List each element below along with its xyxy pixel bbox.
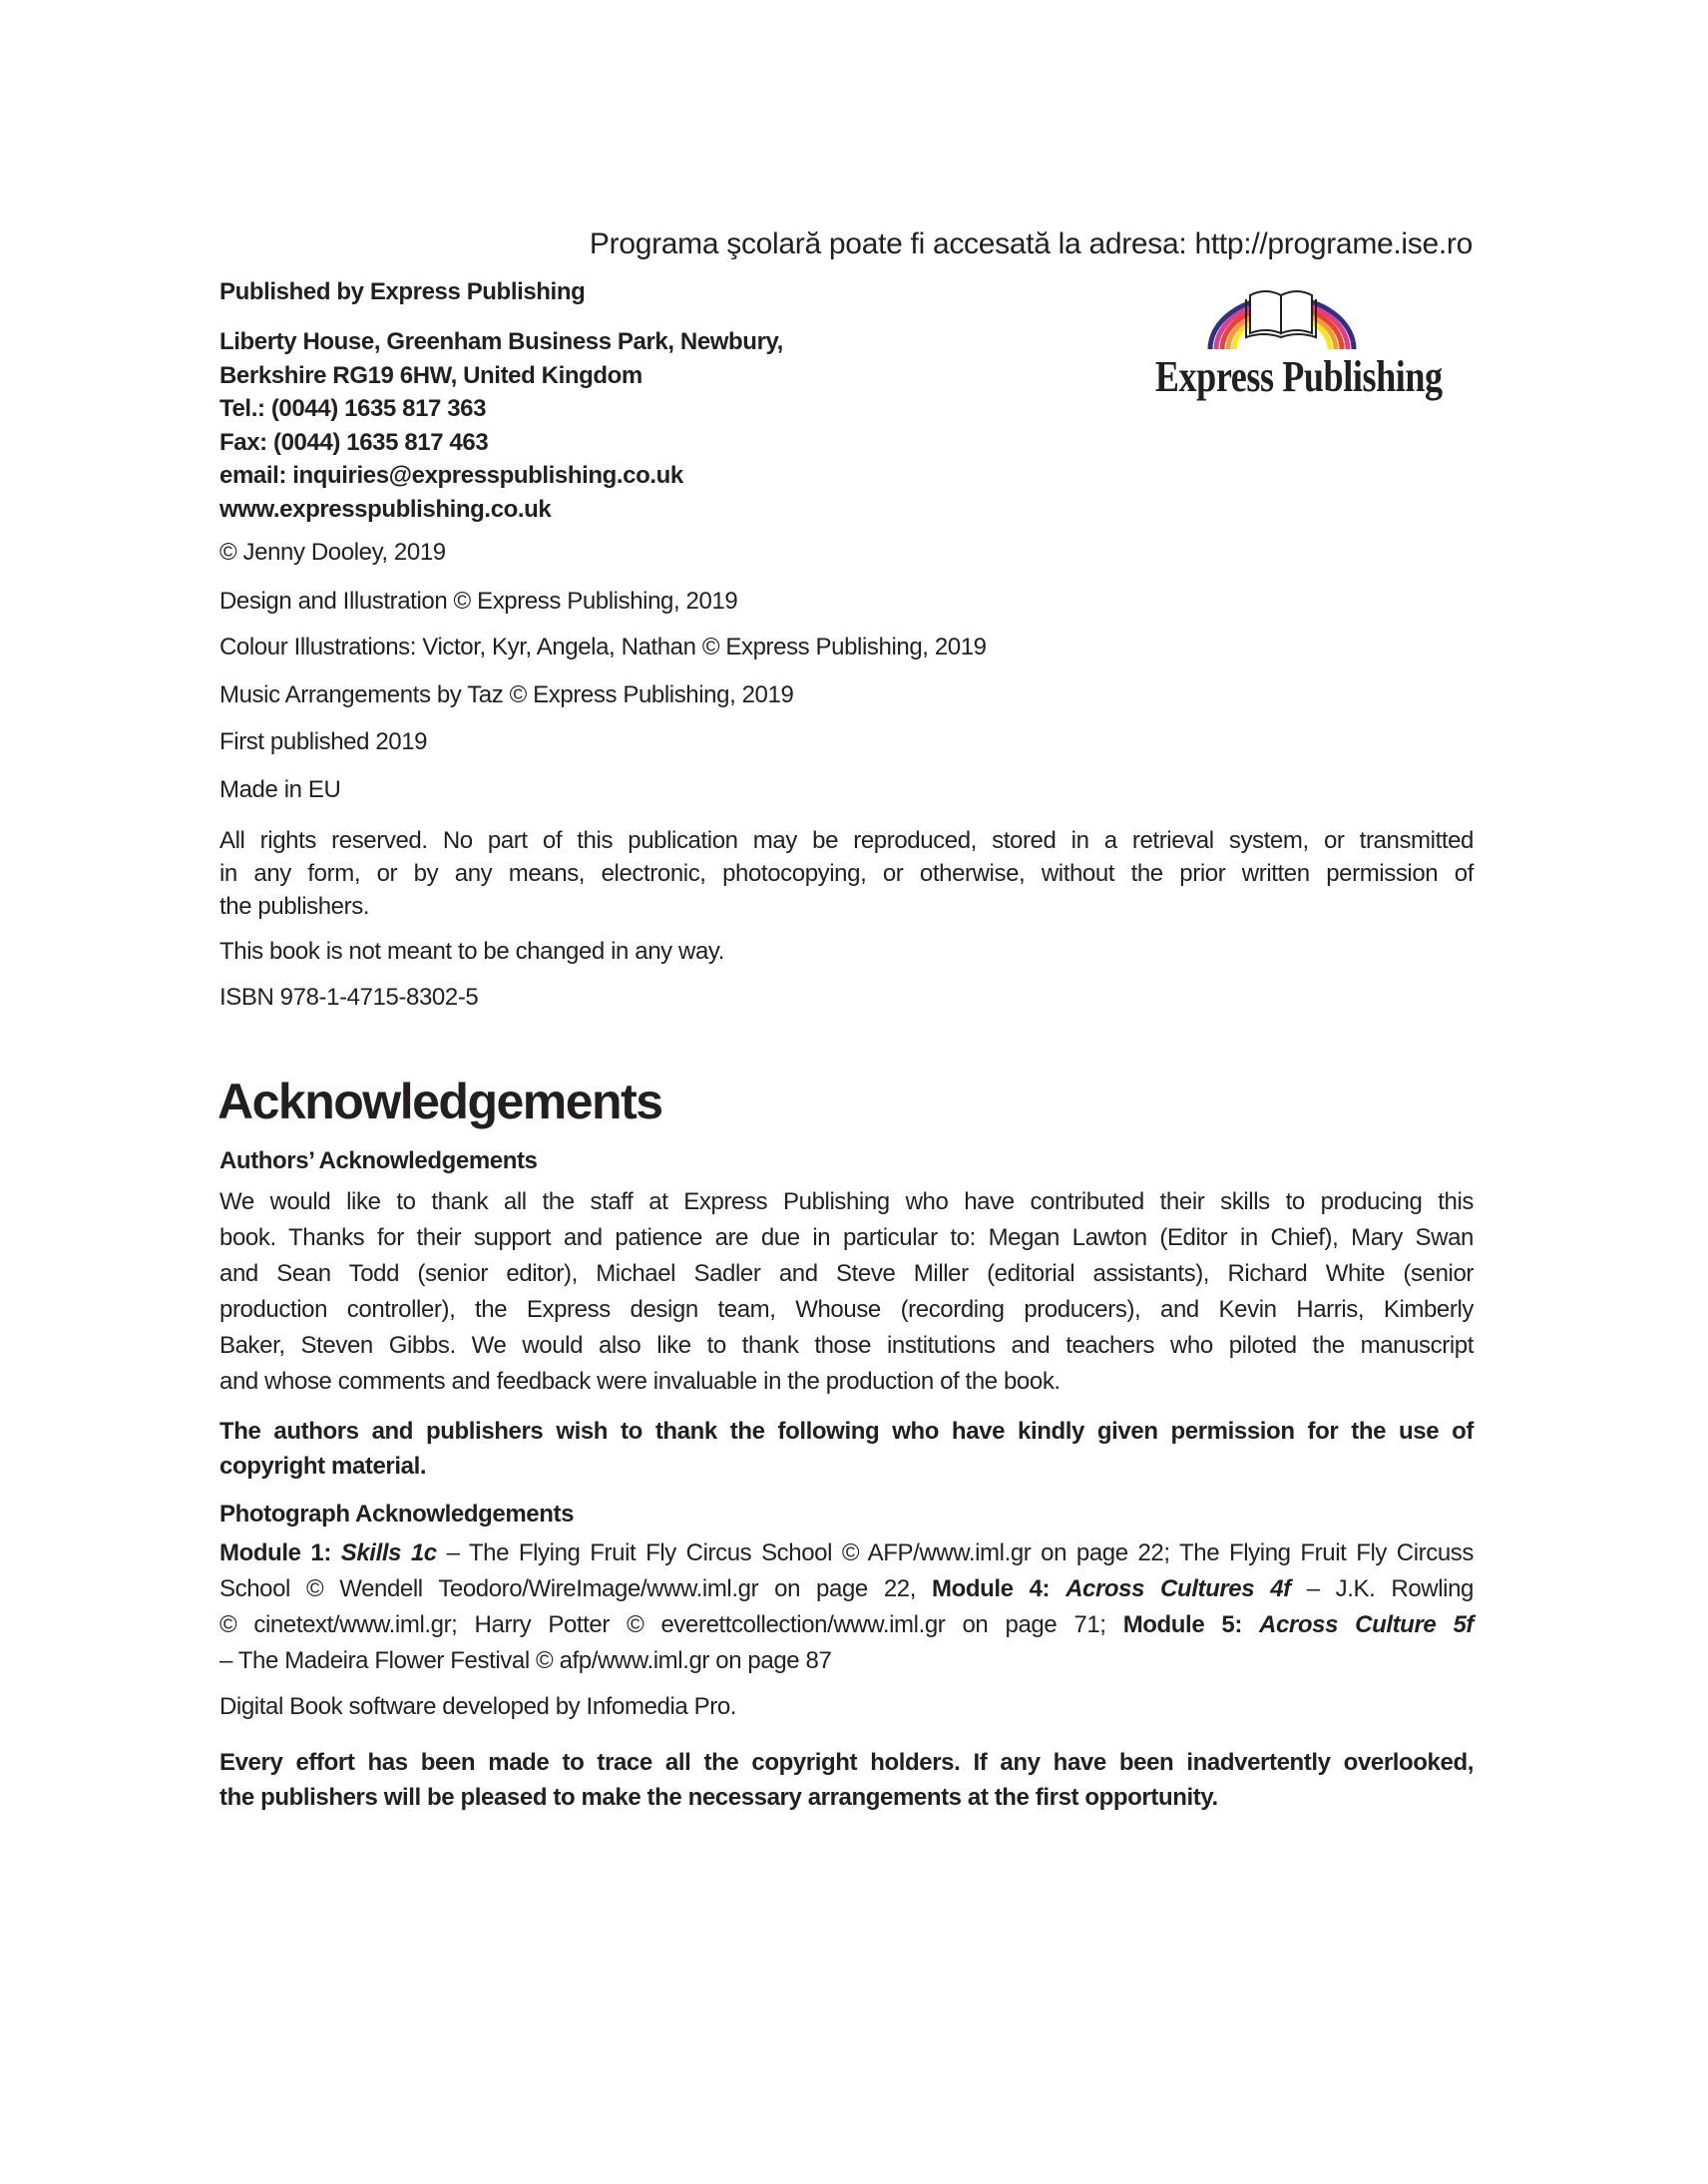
text-line: Baker, Steven Gibbs. We would also like to thank those institutions and teachers who piloted the manuscript — [219, 1332, 1474, 1359]
text-segment: Skills 1c — [340, 1539, 437, 1566]
authors-ack-heading: Authors’ Acknowledgements — [219, 1147, 538, 1174]
first-published: First published 2019 — [219, 728, 428, 755]
text-line — [219, 1571, 1474, 1607]
text-line: copyright material. — [219, 1453, 427, 1480]
text-line: Fax: (0044) 1635 817 463 — [219, 428, 489, 456]
text-line: Berkshire RG19 6HW, United Kingdom — [219, 361, 642, 389]
text-line: email: inquiries@expresspublishing.co.uk — [219, 462, 683, 489]
effort-note — [219, 1745, 1474, 1815]
express-publishing-logo — [1127, 281, 1443, 411]
text-line: All rights reserved. No part of this publication may be reproduced, stored in a retrieval system, or transmitted — [219, 827, 1474, 854]
text-segment: – The Madeira Flower Festival © afp/www.iml.gr on page 87 — [219, 1647, 832, 1674]
photo-ack-heading: Photograph Acknowledgements — [219, 1501, 575, 1528]
colour-credit: Colour Illustrations: Victor, Kyr, Angela, Nathan © Express Publishing, 2019 — [219, 634, 987, 660]
text-segment: School © Wendell Teodoro/WireImage/www.iml.gr on page 22, — [219, 1575, 932, 1602]
text-line: Liberty House, Greenham Business Park, Newbury, — [219, 328, 783, 355]
text-line: the publishers. — [219, 893, 370, 920]
text-segment: Module 1: — [219, 1539, 341, 1566]
text-line: We would like to thank all the staff at Express Publishing who have contributed their skills to producing this — [219, 1188, 1474, 1215]
rights-notice — [219, 824, 1474, 923]
text-segment: Module 5: — [1122, 1611, 1260, 1638]
acknowledgements-heading: Acknowledgements — [217, 1074, 662, 1129]
text-line — [219, 1535, 1474, 1571]
logo-wordmark: Express Publishing — [1154, 352, 1443, 401]
text-line: Every effort has been made to trace all the copyright holders. If any have been inadvertently overlooked, — [219, 1749, 1474, 1776]
text-line — [219, 1607, 1474, 1643]
photo-ack-text — [219, 1535, 1474, 1679]
text-segment: Module 4: — [931, 1575, 1067, 1602]
design-credit: Design and Illustration © Express Publishing, 2019 — [219, 588, 738, 615]
author-copyright: © Jenny Dooley, 2019 — [219, 539, 446, 566]
music-credit: Music Arrangements by Taz © Express Publishing, 2019 — [219, 681, 794, 708]
text-line: and whose comments and feedback were invaluable in the production of the book. — [219, 1368, 1061, 1395]
text-segment: – J.K. Rowling — [1290, 1575, 1474, 1602]
permission-note — [219, 1414, 1474, 1484]
text-segment: – The Flying Fruit Fly Circus School © AFP/www.iml.gr on page 22; The Flying Fruit Fly Circuss — [436, 1539, 1474, 1566]
text-segment: Across Cultures 4f — [1066, 1575, 1291, 1602]
text-line: The authors and publishers wish to thank the following who have kindly given permission for the use of — [219, 1418, 1474, 1445]
digital-book-credit: Digital Book software developed by Infomedia Pro. — [219, 1693, 737, 1720]
address-block — [219, 325, 783, 526]
text-line: Tel.: (0044) 1635 817 363 — [219, 395, 487, 422]
text-line — [219, 1643, 1474, 1679]
text-line: production controller), the Express design team, Whouse (recording producers), and Kevin Harris, Kimberly — [219, 1296, 1474, 1323]
rainbow-book-icon — [1127, 281, 1437, 356]
text-segment: © cinetext/www.iml.gr; Harry Potter © everettcollection/www.iml.gr on page 71; — [219, 1611, 1123, 1638]
isbn: ISBN 978-1-4715-8302-5 — [219, 984, 479, 1011]
curriculum-url-note: Programa şcolară poate fi accesată la adresa: http://programe.ise.ro — [589, 227, 1473, 260]
not-changed-note: This book is not meant to be changed in any way. — [219, 938, 724, 965]
text-line: the publishers will be pleased to make the necessary arrangements at the first opportunity. — [219, 1784, 1218, 1811]
text-line: book. Thanks for their support and patience are due in particular to: Megan Lawton (Editor in Chief), Mary Swan — [219, 1224, 1474, 1251]
text-line: www.expresspublishing.co.uk — [219, 495, 552, 523]
text-line: in any form, or by any means, electronic, photocopying, or otherwise, without the prior written permission of — [219, 860, 1474, 887]
authors-ack-text — [219, 1184, 1474, 1400]
published-by: Published by Express Publishing — [219, 278, 586, 305]
made-in: Made in EU — [219, 776, 341, 803]
text-segment: Across Culture 5f — [1259, 1611, 1474, 1638]
text-line: and Sean Todd (senior editor), Michael Sadler and Steve Miller (editorial assistants), Richard White (senior — [219, 1260, 1474, 1287]
